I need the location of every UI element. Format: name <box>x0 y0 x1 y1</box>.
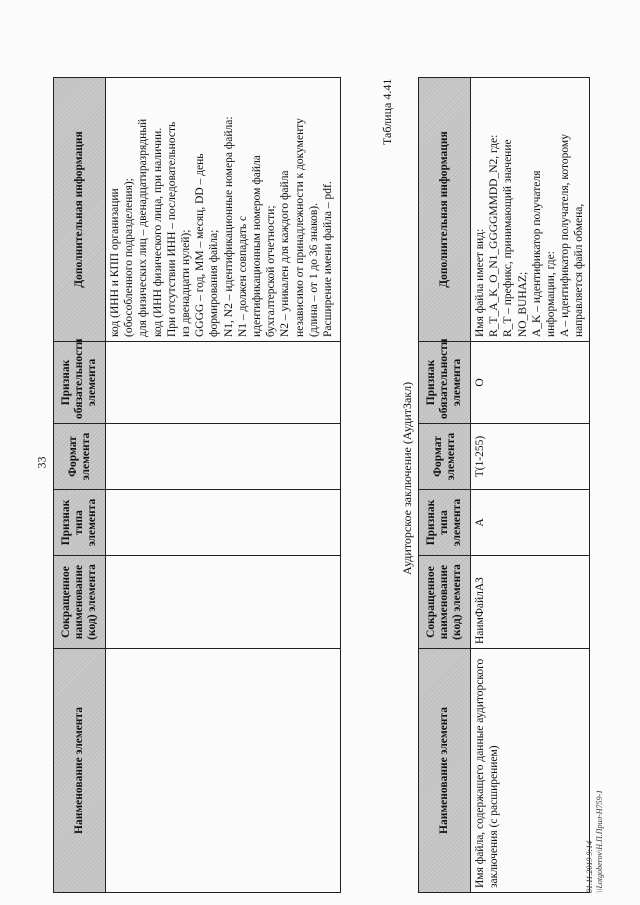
table-row <box>471 78 590 893</box>
header-extra: Дополнительная информация <box>54 78 106 342</box>
extra-line: NO_BUHAZ; <box>516 271 529 337</box>
extra-line: Расширение имени файла – pdf. <box>322 181 335 337</box>
table-number: Таблица 4.41 <box>380 78 394 145</box>
header-type: Признак типа элемента <box>54 490 106 556</box>
extra-line: информации, где: <box>545 251 558 337</box>
extra-line: из двенадцати нулей); <box>180 229 193 337</box>
cell-code <box>106 556 341 649</box>
extra-line: для физических лиц – двенадцатиразрядный <box>137 118 150 337</box>
extra-line: код (ИНН физического лица, при наличии. <box>151 127 164 337</box>
extra-line: Имя файла имеет вид: <box>474 228 486 337</box>
header-name: Наименование элемента <box>54 649 106 893</box>
cell-extra <box>471 78 590 342</box>
extra-line: идентификационным номером файла <box>251 155 264 337</box>
footer-stamp <box>585 790 605 893</box>
cell-type <box>106 490 341 556</box>
extra-line: При отсутствии ИНН – последовательность <box>165 121 178 337</box>
table-title: Аудиторское заключение (АудитЗакл) <box>400 381 414 575</box>
cell-extra <box>106 78 341 342</box>
header-mandatory: Признак обязательности элемента <box>419 342 471 424</box>
header-code: Сокращенное наименование (код) элемента <box>54 556 106 649</box>
extra-line: код (ИНН и КПП организации <box>109 188 121 337</box>
extra-line: R_T_A_K_O_N1_GGGGMMDD_N2, где: <box>488 134 501 337</box>
extra-line: GGGG – год, MM – месяц, DD – день <box>194 153 207 337</box>
table-row <box>106 78 341 893</box>
header-type: Признак типа элемента <box>419 490 471 556</box>
header-name: Наименование элемента <box>419 649 471 893</box>
table-header-row <box>419 78 471 893</box>
extra-line: направляется файл обмена, <box>573 203 586 337</box>
cell-format <box>106 424 341 490</box>
cell-code: НаимФайлАЗ <box>471 556 590 649</box>
cell-mandatory: О <box>471 342 590 424</box>
extra-line: бухгалтерской отчетности; <box>265 205 278 337</box>
cell-format: T(1-255) <box>471 424 590 490</box>
cell-name <box>106 649 341 893</box>
extra-line: A_K – идентификатор получателя <box>530 170 543 337</box>
table-continuation <box>53 77 341 893</box>
header-code: Сокращенное наименование (код) элемента <box>419 556 471 649</box>
extra-line: N1, N2 – идентификационные номера файла: <box>222 116 235 337</box>
table-header-row <box>54 78 106 893</box>
footer-date: 01.11.2019 9:14 <box>585 840 594 893</box>
extra-line: R_T – префикс, принимающий значение <box>502 139 515 337</box>
extra-line: (длина – от 1 до 36 знаков). <box>307 203 320 337</box>
page-number: 33 <box>34 456 49 469</box>
header-format: Формат элемента <box>54 424 106 490</box>
cell-type: А <box>471 490 590 556</box>
header-format: Формат элемента <box>419 424 471 490</box>
table-audit-conclusion <box>418 77 590 893</box>
extra-line: независимо от принадлежности к документу <box>293 118 306 337</box>
header-mandatory: Признак обязательности элемента <box>54 342 106 424</box>
cell-name: Имя файла, содержащего данные аудиторского заключения (с расширением) <box>471 649 590 893</box>
extra-line: N2 – уникален для каждого файла <box>279 170 292 337</box>
extra-line: (обособленного подразделения); <box>123 178 136 337</box>
extra-line: N1 – должен совпадать с <box>236 215 249 337</box>
extra-line: A – идентификатор получателя, которому <box>559 134 572 337</box>
extra-line: формирования файла; <box>208 229 221 337</box>
header-extra: Дополнительная информация <box>419 78 471 342</box>
cell-mandatory <box>106 342 341 424</box>
footer-path: \\Lotgoberov\Н.П.Прил-Н759-1 <box>595 789 604 893</box>
